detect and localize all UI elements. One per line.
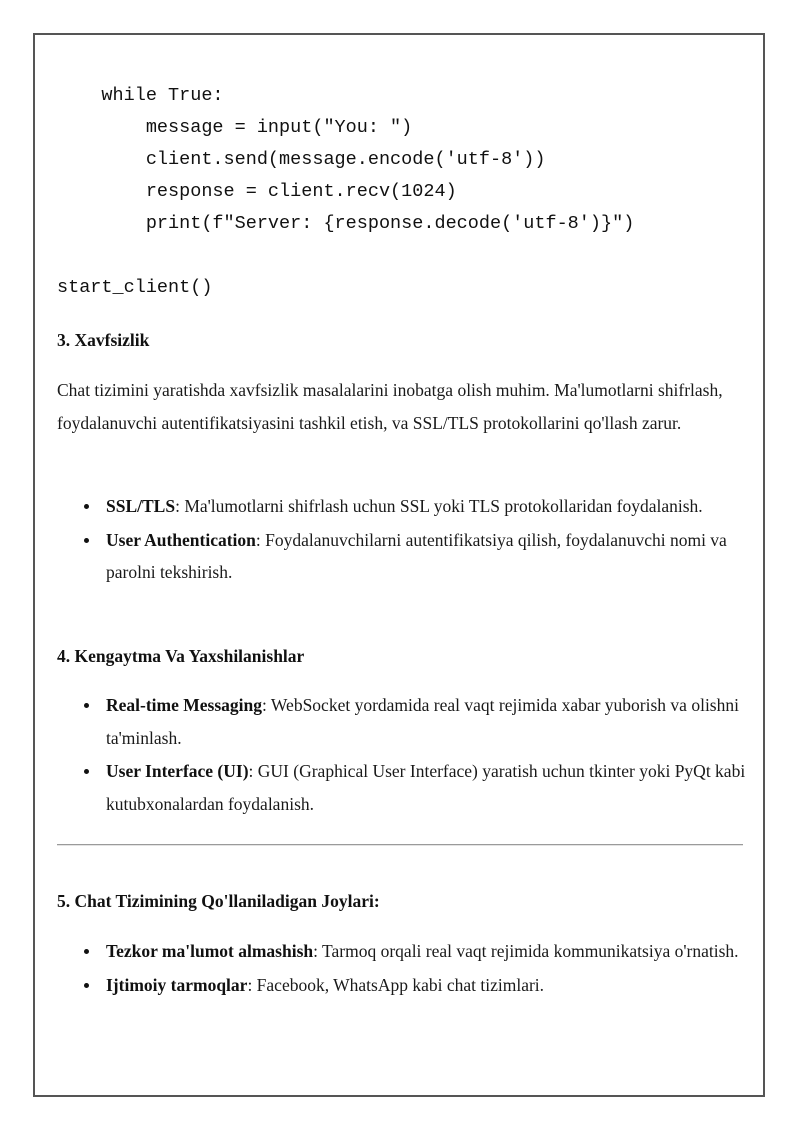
code-line: while True: [57, 85, 224, 106]
use-cases-bullet-list [106, 935, 746, 1002]
security-paragraph: Chat tizimini yaratishda xavfsizlik masalalarini inobatga olish muhim. Ma'lumotlarni shifrlash, foydalanuvchi autentifikatsiyasini tashkil etish, va SSL/TLS protokollarini qo'llash zarur. [57, 380, 723, 433]
list-item [106, 969, 746, 1002]
bullet-icon [84, 983, 89, 988]
list-item [106, 689, 746, 754]
bullet-icon [84, 949, 89, 954]
bullet-icon [84, 703, 89, 708]
bullet-text: : Ma'lumotlarni shifrlash uchun SSL yoki TLS protokollaridan foydalanish. [175, 496, 703, 516]
list-item [106, 524, 746, 589]
bullet-term: Tezkor ma'lumot almashish [106, 941, 314, 961]
code-line: start_client() [57, 277, 213, 298]
bullet-text: : GUI (Graphical User Interface) yaratish uchun tkinter yoki PyQt kabi kutubxonalardan foydalanish. [106, 761, 746, 814]
list-item [106, 935, 746, 968]
section-heading-extensions: 4. Kengaytma Va Yaxshilanishlar [57, 646, 305, 666]
code-line: client.send(message.encode('utf-8')) [57, 149, 546, 170]
bullet-term: Ijtimoiy tarmoqlar [106, 974, 248, 995]
code-block [57, 80, 634, 304]
bullet-icon [84, 769, 89, 774]
bullet-text: : WebSocket yordamida real vaqt rejimida xabar yuborish va olishni ta'minlash. [106, 695, 739, 748]
bullet-term: SSL/TLS [106, 496, 176, 516]
code-line: message = input("You: ") [57, 117, 413, 138]
bullet-term: User Interface (UI) [106, 761, 249, 781]
list-item [106, 490, 746, 523]
section-heading-use-cases: 5. Chat Tizimining Qo'llaniladigan Joylari: [57, 891, 380, 911]
bullet-term: Real-time Messaging [106, 695, 263, 715]
security-bullet-list [106, 490, 746, 590]
bullet-icon [84, 538, 89, 543]
extensions-bullet-list [106, 689, 746, 821]
section-heading-security: 3. Xavfsizlik [57, 330, 150, 350]
horizontal-divider [57, 844, 743, 846]
bullet-text: : Foydalanuvchilarni autentifikatsiya qilish, foydalanuvchi nomi va parolni tekshirish. [106, 529, 727, 582]
bullet-term: User Authentication [106, 529, 256, 550]
code-line: print(f"Server: {response.decode('utf-8')}") [57, 213, 635, 234]
list-item [106, 755, 746, 820]
bullet-icon [84, 504, 89, 509]
code-line: response = client.recv(1024) [57, 181, 457, 202]
bullet-text: : Tarmoq orqali real vaqt rejimida kommunikatsiya o'rnatish. [313, 941, 739, 961]
bullet-text: : Facebook, WhatsApp kabi chat tizimlari. [247, 974, 545, 995]
